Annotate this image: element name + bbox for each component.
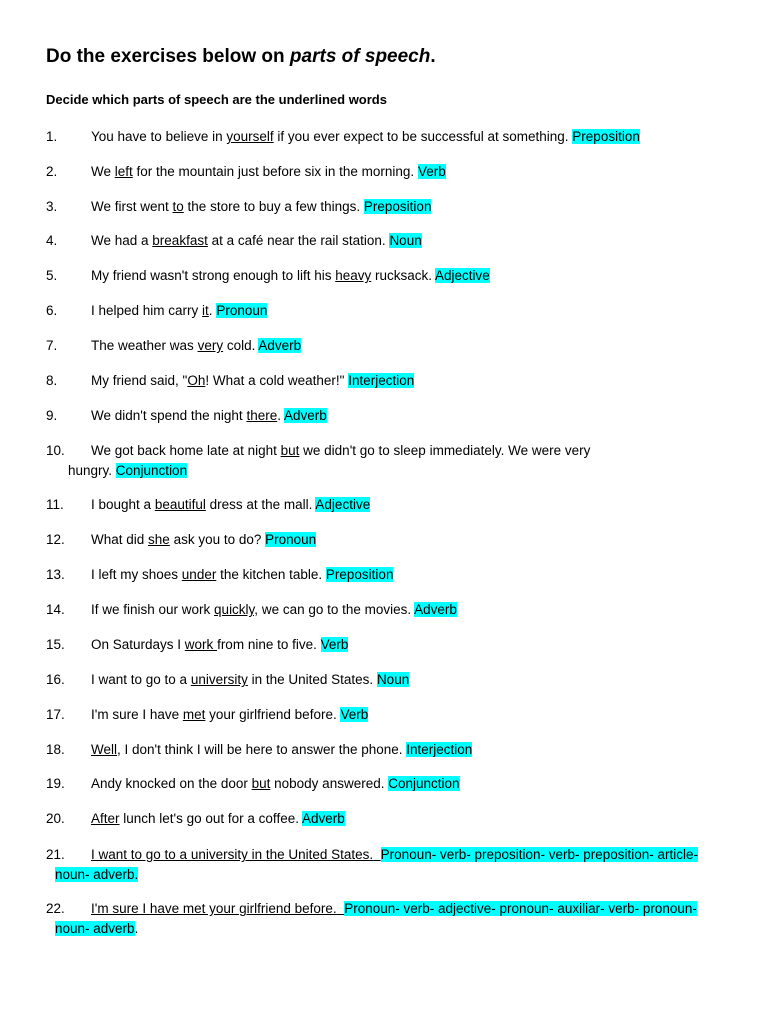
answer-highlight: Preposition	[325, 567, 394, 582]
exercise-text: I want to go to a university in the United States. Noun	[91, 672, 410, 687]
underlined-sentence: I'm sure I have met your girlfriend before.	[91, 901, 337, 916]
page-title	[46, 46, 436, 68]
sentence-text	[91, 899, 697, 919]
underlined-sentence: I want to go to a university in the United States.	[91, 847, 374, 862]
exercise-text: We left for the mountain just before six in the morning. Verb	[91, 164, 446, 179]
exercise-continuation: hungry. Conjunction	[68, 463, 188, 478]
underlined-word: to	[172, 199, 184, 214]
answer-highlight: Verb	[417, 164, 446, 179]
answer-highlight: Pronoun- verb- preposition- verb- preposition- article-	[380, 847, 699, 862]
exercise-number: 18.	[46, 742, 65, 757]
underlined-word: very	[197, 338, 224, 353]
exercise-text: After lunch let's go out for a coffee. Adverb	[91, 811, 345, 826]
exercise-number: 5.	[46, 268, 58, 283]
exercise-number: 15.	[46, 637, 65, 652]
exercise-text: My friend said, "Oh! What a cold weather!" Interjection	[91, 373, 415, 388]
title-suffix: .	[430, 46, 436, 67]
answer-highlight: Preposition	[572, 129, 640, 144]
answer-highlight: Pronoun	[265, 532, 317, 547]
exercise-number: 14.	[46, 602, 65, 617]
underlined-word: Oh	[187, 373, 206, 388]
underlined-word: but	[251, 776, 271, 791]
underlined-word: met	[182, 707, 206, 722]
exercise-text: We first went to the store to buy a few things. Preposition	[91, 199, 432, 214]
exercise-number: 11.	[46, 497, 64, 512]
underlined-word: university	[190, 672, 248, 687]
underlined-word: under	[181, 567, 217, 582]
exercise-number: 13.	[46, 567, 65, 582]
exercise-text: We got back home late at night but we didn't go to sleep immediately. We were very	[91, 443, 591, 458]
exercise-number: 21.	[46, 847, 65, 862]
answer-highlight: Noun	[389, 233, 422, 248]
exercise-number: 4.	[46, 233, 58, 248]
underlined-word: she	[148, 532, 170, 547]
answer-highlight: Conjunction	[388, 776, 460, 791]
exercise-text: I bought a beautiful dress at the mall. Adjective	[91, 497, 371, 512]
answer-highlight: Adverb	[301, 811, 345, 826]
answer-highlight: Adverb	[283, 408, 327, 423]
exercise-number: 9.	[46, 408, 58, 423]
underlined-word: Well	[91, 742, 118, 757]
answer-highlight: Adverb	[258, 338, 302, 353]
underlined-word: After	[91, 811, 120, 826]
exercise-number: 1.	[46, 129, 58, 144]
exercise-text: Andy knocked on the door but nobody answered. Conjunction	[91, 776, 460, 791]
exercise-text: On Saturdays I work from nine to five. Verb	[91, 637, 349, 652]
exercise-text: If we finish our work quickly, we can go to the movies. Adverb	[91, 602, 457, 617]
exercise-number: 6.	[46, 303, 58, 318]
answer-highlight: Adjective	[435, 268, 490, 283]
underlined-word: beautiful	[154, 497, 206, 512]
exercise-number: 20.	[46, 811, 65, 826]
underlined-word: yourself	[226, 129, 274, 144]
answer-highlight: Noun	[376, 672, 410, 687]
answer-highlight: Conjunction	[115, 463, 188, 478]
exercise-text: We didn't spend the night there. Adverb	[91, 408, 327, 423]
exercise-text: We had a breakfast at a café near the rail station. Noun	[91, 233, 422, 248]
exercise-number: 10.	[46, 443, 65, 458]
answer-highlight: noun- adverb	[55, 921, 135, 936]
title-prefix: Do the exercises below on	[46, 46, 290, 67]
sentence-continuation	[55, 865, 138, 885]
underlined-word: breakfast	[152, 233, 208, 248]
answer-highlight: Adverb	[414, 602, 457, 617]
answer-highlight: Pronoun	[216, 303, 268, 318]
answer-highlight: Preposition	[363, 199, 432, 214]
underlined-word: heavy	[335, 268, 372, 283]
exercise-number: 2.	[46, 164, 58, 179]
exercise-text: What did she ask you to do? Pronoun	[91, 532, 317, 547]
instructions: Decide which parts of speech are the underlined words	[46, 92, 387, 107]
exercise-number: 19.	[46, 776, 65, 791]
answer-highlight: Verb	[340, 707, 369, 722]
answer-highlight: noun- adverb.	[55, 867, 139, 882]
exercise-text: I left my shoes under the kitchen table. Preposition	[91, 567, 394, 582]
sentence-text	[91, 845, 698, 865]
answer-highlight: Interjection	[406, 742, 473, 757]
underlined-word: work	[184, 637, 218, 652]
exercise-number: 3.	[46, 199, 58, 214]
underlined-word: it	[202, 303, 209, 318]
answer-highlight: Adjective	[315, 497, 371, 512]
answer-highlight: Pronoun- verb- adjective- pronoun- auxiliar- verb- pronoun-	[344, 901, 697, 916]
exercise-text: I helped him carry it. Pronoun	[91, 303, 268, 318]
underlined-word: there	[246, 408, 278, 423]
exercise-number: 17.	[46, 707, 65, 722]
exercise-text: You have to believe in yourself if you ever expect to be successful at something. Preposition	[91, 129, 640, 144]
exercise-number: 22.	[46, 901, 65, 916]
sentence-continuation: noun- adverb.	[55, 921, 139, 936]
exercise-text: Well, I don't think I will be here to answer the phone. Interjection	[91, 742, 473, 757]
exercise-number: 8.	[46, 373, 58, 388]
underlined-word: but	[280, 443, 300, 458]
exercise-number: 7.	[46, 338, 58, 353]
exercise-text: The weather was very cold. Adverb	[91, 338, 302, 353]
underlined-word: left	[114, 164, 133, 179]
title-italic: parts of speech	[289, 46, 431, 67]
answer-highlight: Verb	[320, 637, 349, 652]
underlined-word: quickly,	[214, 602, 259, 617]
exercise-number: 12.	[46, 532, 65, 547]
exercise-number: 16.	[46, 672, 65, 687]
answer-highlight: Interjection	[348, 373, 415, 388]
exercise-text: My friend wasn't strong enough to lift his heavy rucksack. Adjective	[91, 268, 490, 283]
exercise-text: I'm sure I have met your girlfriend before. Verb	[91, 707, 369, 722]
